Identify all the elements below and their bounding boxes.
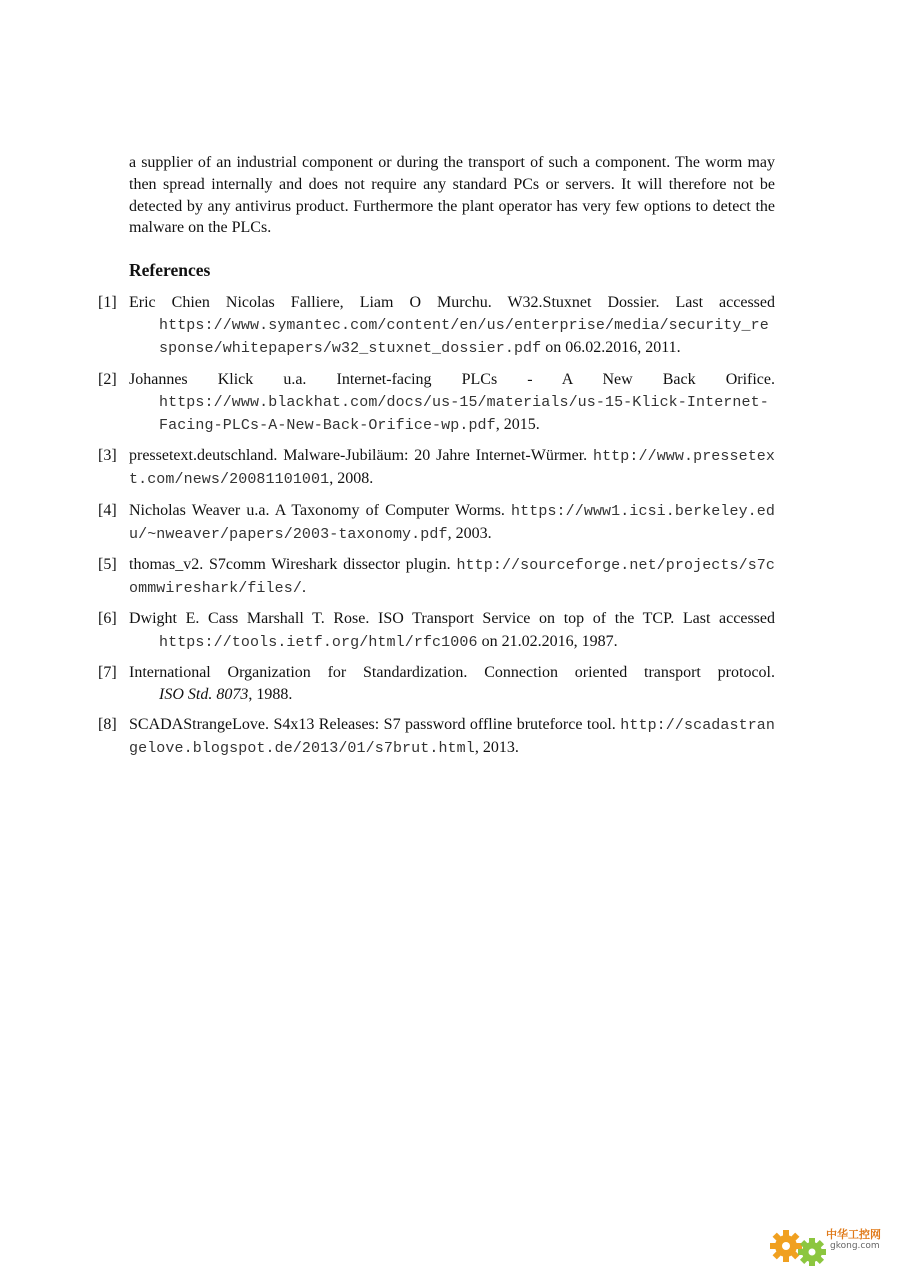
reference-item-8 [98, 714, 775, 760]
reference-text: Nicholas Weaver u.a. A Taxonomy of Computer Worms. [129, 501, 505, 519]
reference-list [98, 292, 775, 769]
logo-text: 中华工控网 [826, 1228, 881, 1241]
reference-number: [5] [98, 556, 117, 574]
reference-tail: . [301, 579, 306, 597]
reference-tail: on 21.02.2016, 1987. [477, 632, 618, 650]
reference-tail: , 1988. [248, 686, 293, 704]
reference-tail: , 2003. [447, 524, 492, 542]
reference-url[interactable]: https://www.blackhat.com/docs/us-15/materials/us-15-Klick-Internet-Facing-PLCs-A-New-Back-Orifice-wp.pdf [159, 393, 769, 435]
reference-number: [3] [98, 447, 117, 465]
reference-text: International Organization for Standardization. Connection oriented transport protocol. [129, 663, 775, 681]
reference-url[interactable]: http://sourceforge.net/projects/s7commwireshark/files/ [129, 557, 776, 598]
reference-text: Dwight E. Cass Marshall T. Rose. ISO Transport Service on top of the TCP. Last accessed [129, 610, 775, 628]
reference-tail: , 2013. [474, 739, 519, 757]
reference-tail: , 2008. [329, 470, 374, 488]
reference-tail: on 06.02.2016, 2011. [541, 339, 681, 357]
reference-text: thomas_v2. S7comm Wireshark dissector plugin. [129, 556, 451, 574]
reference-item-4 [98, 500, 775, 546]
reference-text: Eric Chien Nicolas Falliere, Liam O Murchu. W32.Stuxnet Dossier. Last accessed [129, 294, 775, 311]
reference-item-1 [98, 292, 775, 361]
reference-item-3 [98, 445, 775, 491]
reference-item-6 [98, 608, 775, 653]
reference-url[interactable]: http://www.pressetext.com/news/20081101001 [129, 448, 776, 489]
reference-url[interactable]: https://www1.icsi.berkeley.edu/~nweaver/papers/2003-taxonomy.pdf [129, 502, 775, 543]
reference-number: [4] [98, 501, 117, 519]
reference-number: [6] [98, 610, 117, 628]
reference-tail: , 2015. [495, 416, 540, 434]
reference-number: [8] [98, 716, 117, 734]
reference-item-7 [98, 662, 775, 706]
reference-number: [2] [98, 370, 117, 388]
reference-item-2 [98, 369, 775, 438]
reference-number: [1] [98, 294, 117, 311]
reference-url[interactable]: https://www.symantec.com/content/en/us/enterprise/media/security_response/whitepapers/w32_stuxnet_dossier.pdf [159, 317, 769, 358]
logo-subtext: gkong.com [830, 1241, 880, 1251]
references-heading: References [129, 260, 211, 280]
reference-url[interactable]: http://scadastrangelove.blogspot.de/2013/01/s7brut.html [129, 717, 776, 758]
reference-text: Johannes Klick u.a. Internet-facing PLCs - A New Back Orifice. [129, 370, 775, 388]
body-paragraph: a supplier of an industrial component or during the transport of such a component. The worm may then spread internally and does not require any standard PCs or servers. It will therefore not be detected by any antivirus product. Furthermore the plant operator has very few options to detect the malware on the PLCs. [129, 154, 775, 237]
reference-number: [7] [98, 663, 117, 681]
reference-url[interactable]: https://tools.ietf.org/html/rfc1006 [159, 633, 478, 651]
reference-text: SCADAStrangeLove. S4x13 Releases: S7 password offline bruteforce tool. [129, 716, 616, 734]
reference-venue: ISO Std. 8073 [159, 686, 249, 704]
reference-text: pressetext.deutschland. Malware-Jubiläum: 20 Jahre Internet-Würmer. [129, 447, 588, 465]
reference-item-5 [98, 554, 775, 600]
